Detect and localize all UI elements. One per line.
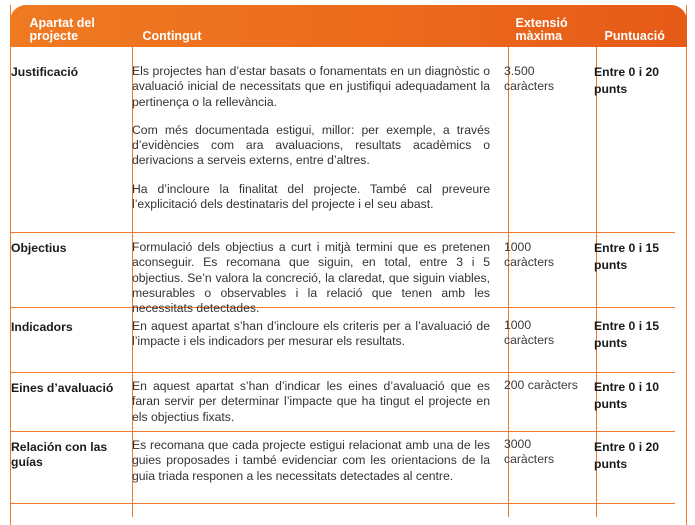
row-content-paragraph: Els projectes han d’estar basats o fonamentats en un diagnòstic o avaluació inicial de necessitats que en justifiqui adequadament la pertinença o la rellevància. — [132, 64, 490, 109]
header-section — [30, 17, 95, 43]
row-content — [132, 64, 490, 212]
row-score: Entre 0 i 20 punts — [594, 440, 660, 471]
header-max-length-line1: Extensió — [515, 16, 568, 30]
row-content-paragraph: Es recomana que cada projecte estigui relacionat amb una de les guies proposades i també evidenciar com les orientacions de la guia triada responen a les necessitats detectades al centre. — [132, 438, 490, 483]
row-content — [132, 379, 490, 425]
row-max-length: 1000 caràcters — [504, 318, 555, 348]
row-content — [132, 240, 490, 316]
row-max-length: 3.500 caràcters — [504, 64, 555, 94]
row-divider — [10, 503, 675, 504]
row-divider — [10, 431, 675, 432]
row-content-paragraph: Com més documentada estigui, millor: per exemple, a través d’evidències com ara avaluacions, resultats acadèmics o derivacions a serveis externs, entre d’altres. — [132, 122, 490, 168]
header-content: Contingut — [142, 29, 202, 43]
row-score: Entre 0 i 10 punts — [594, 380, 660, 411]
row-content-paragraph: En aquest apartat s’han d’incloure els criteris per a l’avaluació de l’impacte i els indicadors per mesurar els resultats. — [132, 319, 490, 349]
row-max-length: 3000 caràcters — [504, 437, 555, 467]
row-max-length: 200 caràcters — [504, 378, 578, 392]
row-divider — [10, 232, 675, 233]
row-section: Justificació — [11, 65, 79, 79]
header-score: Puntuació — [604, 29, 665, 43]
row-content-paragraph: En aquest apartat s’han d’indicar les eines d’avaluació que es faran servir per determinar l’impacte que ha tingut el projecte en els objectius fixats. — [132, 379, 490, 424]
header-max-length — [516, 17, 568, 43]
header-section-line2: projecte — [29, 29, 79, 43]
row-score: Entre 0 i 20 punts — [594, 65, 660, 96]
row-section: Eines d’avaluació — [11, 381, 114, 395]
table-header — [10, 5, 687, 47]
row-score: Entre 0 i 15 punts — [594, 319, 660, 350]
header-max-length-line2: màxima — [515, 29, 563, 43]
row-content — [132, 438, 490, 484]
row-content-paragraph: Ha d’incloure la finalitat del projecte. També cal preveure l’explicitació dels destinataris del projecte i el seu abast. — [132, 181, 490, 212]
header-section-line1: Apartat del — [29, 16, 95, 30]
row-content-paragraph: Formulació dels objectius a curt i mitjà termini que es pretenen aconseguir. Es recomana que siguin, en total, entre 3 i 5 objectius. Se’n valora la concreció, la claredat, que siguin viables, mesurables o observables i la relació que tenen amb les necessitats detectades. — [132, 240, 490, 316]
row-content — [132, 319, 490, 350]
row-section: Objectius — [11, 241, 67, 255]
row-score: Entre 0 i 15 punts — [594, 241, 660, 272]
row-max-length: 1000 caràcters — [504, 240, 555, 270]
row-section: Indicadors — [11, 320, 73, 334]
row-section: Relación con las guías — [11, 440, 108, 470]
row-divider — [10, 372, 675, 373]
